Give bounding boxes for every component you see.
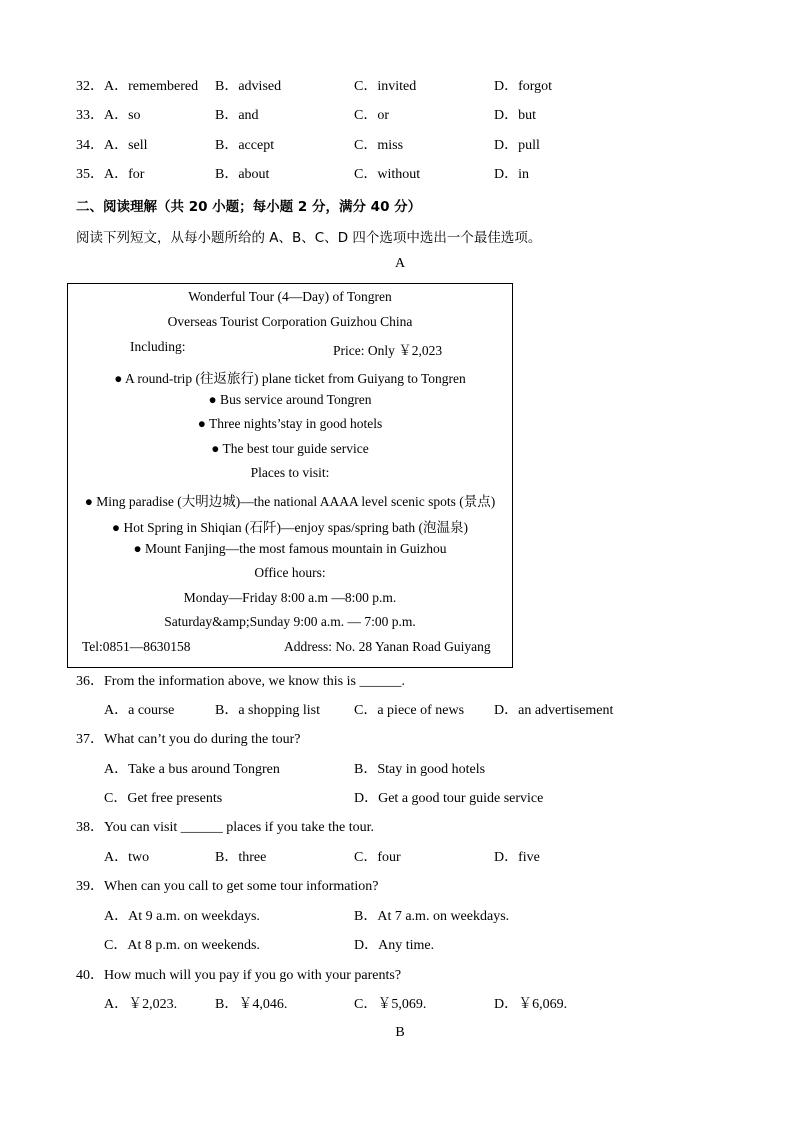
option-a: A．a course <box>104 703 175 718</box>
option-d: D．pull <box>494 138 540 153</box>
ad-item: ● Bus service around Tongren <box>208 392 372 407</box>
ad-title: Wonderful Tour (4—Day) of Tongren <box>188 289 392 304</box>
question-number: 38． <box>76 820 104 835</box>
ad-company: Overseas Tourist Corporation Guizhou China <box>167 314 413 329</box>
option-a: A．sell <box>104 138 148 153</box>
question-36-stem <box>0 672 800 692</box>
option-a: A．￥2,023. <box>104 997 178 1012</box>
passage-a-label: A <box>394 256 406 271</box>
option-b: B．and <box>215 108 259 123</box>
question-35 <box>0 165 800 185</box>
option-b: B．about <box>215 167 270 182</box>
option-a: A．two <box>104 850 150 865</box>
option-a: A．so <box>104 108 141 123</box>
ad-item: ● Three nights’stay in good hotels <box>197 416 383 431</box>
option-a: A．At 9 a.m. on weekdays. <box>104 909 260 924</box>
option-c: C．four <box>354 850 401 865</box>
question-number: 35． <box>76 167 104 182</box>
option-c: C．without <box>354 167 421 182</box>
question-number: 40． <box>76 968 104 983</box>
question-text: From the information above, we know this is ______. <box>104 674 405 689</box>
ad-address: Address: No. 28 Yanan Road Guiyang <box>284 639 491 654</box>
question-number: 34． <box>76 138 104 153</box>
option-a: A．remembered <box>104 79 199 94</box>
question-text: When can you call to get some tour information? <box>104 879 379 894</box>
option-c: C．￥5,069. <box>354 997 427 1012</box>
option-d: D．Any time. <box>354 938 435 953</box>
option-d: D．an advertisement <box>494 703 614 718</box>
question-40-options <box>0 995 800 1015</box>
option-c: C．a piece of news <box>354 703 465 718</box>
ad-place: ● Hot Spring in Shiqian (石阡)—enjoy spas/spring bath (泡温泉) <box>111 520 469 535</box>
option-b: B．three <box>215 850 267 865</box>
option-d: D．forgot <box>494 79 553 94</box>
option-b: B．accept <box>215 138 275 153</box>
question-37-stem <box>0 730 800 750</box>
question-40-stem <box>0 966 800 986</box>
ad-place: ● Ming paradise (大明边城)—the national AAAA level scenic spots (景点) <box>84 494 496 509</box>
question-37-options-row1 <box>0 760 800 780</box>
question-37-options-row2 <box>0 789 800 809</box>
option-b: B．At 7 a.m. on weekdays. <box>354 909 510 924</box>
section-instruction: 阅读下列短文，从每小题所给的 A、B、C、D 四个选项中选出一个最佳选项。 <box>76 230 542 246</box>
option-d: D．five <box>494 850 540 865</box>
question-32 <box>0 77 800 97</box>
ad-hours-weekend: Saturday&amp;Sunday 9:00 a.m. — 7:00 p.m. <box>164 614 416 629</box>
question-text: You can visit ______ places if you take the tour. <box>104 820 374 835</box>
option-d: D．￥6,069. <box>494 997 568 1012</box>
question-38-options <box>0 848 800 868</box>
question-34 <box>0 136 800 156</box>
option-d: D．but <box>494 108 536 123</box>
option-c: C．invited <box>354 79 417 94</box>
question-text: What can’t you do during the tour? <box>104 732 301 747</box>
question-text: How much will you pay if you go with your parents? <box>104 968 402 983</box>
ad-tel: Tel:0851—8630158 <box>82 639 191 654</box>
ad-including-label: Including: <box>130 339 186 354</box>
question-number: 33． <box>76 108 104 123</box>
section-title: 二、阅读理解（共 20 小题；每小题 2 分，满分 40 分） <box>76 199 422 215</box>
option-d: D．Get a good tour guide service <box>354 791 544 806</box>
ad-hours-weekday: Monday—Friday 8:00 a.m —8:00 p.m. <box>183 590 397 605</box>
option-b: B．a shopping list <box>215 703 321 718</box>
ad-item: ● A round-trip (往返旅行) plane ticket from Guiyang to Tongren <box>114 371 466 386</box>
option-b: B．Stay in good hotels <box>354 762 486 777</box>
option-c: C．Get free presents <box>104 791 223 806</box>
question-36-options <box>0 701 800 721</box>
ad-place: ● Mount Fanjing—the most famous mountain in Guizhou <box>133 541 447 556</box>
option-a: A．Take a bus around Tongren <box>104 762 280 777</box>
question-33 <box>0 106 800 126</box>
option-d: D．in <box>494 167 529 182</box>
option-b: B．advised <box>215 79 282 94</box>
option-a: A．for <box>104 167 145 182</box>
ad-places-label: Places to visit: <box>250 465 330 480</box>
option-c: C．or <box>354 108 389 123</box>
passage-b-label: B <box>395 1025 405 1040</box>
advertisement-box <box>67 283 513 668</box>
question-number: 32． <box>76 79 104 94</box>
ad-price: Price: Only ￥2,023 <box>333 343 443 358</box>
ad-item: ● The best tour guide service <box>211 441 369 456</box>
question-number: 37． <box>76 732 104 747</box>
question-39-options-row1 <box>0 907 800 927</box>
question-39-stem <box>0 877 800 897</box>
option-c: C．miss <box>354 138 404 153</box>
question-39-options-row2 <box>0 936 800 956</box>
option-b: B．￥4,046. <box>215 997 288 1012</box>
question-number: 36． <box>76 674 104 689</box>
question-number: 39． <box>76 879 104 894</box>
question-38-stem <box>0 818 800 838</box>
ad-office-label: Office hours: <box>254 565 326 580</box>
option-c: C．At 8 p.m. on weekends. <box>104 938 260 953</box>
